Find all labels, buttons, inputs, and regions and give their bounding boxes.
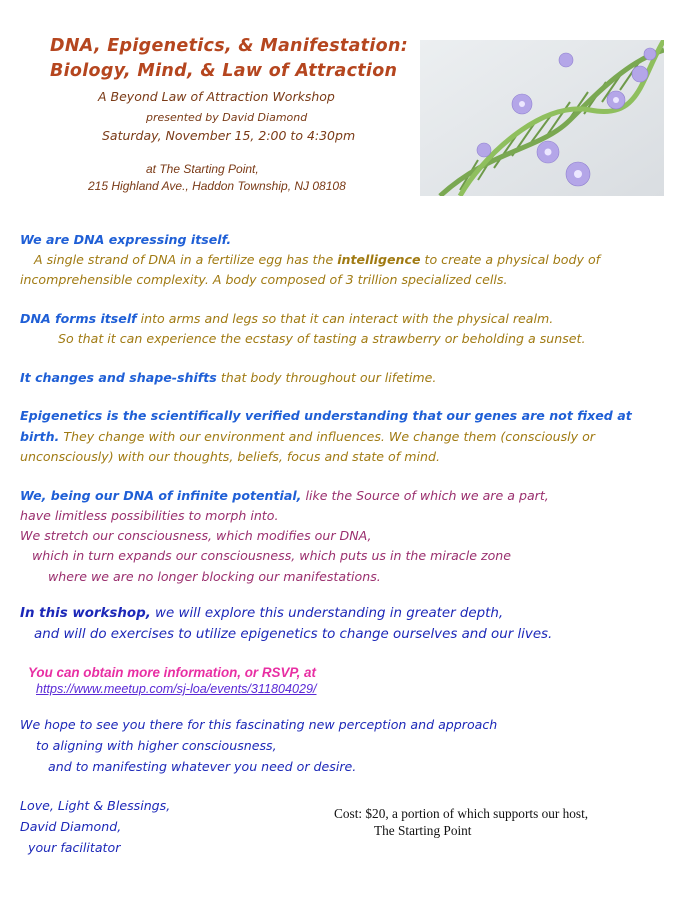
closing-line-2: to aligning with higher consciousness, — [36, 738, 277, 753]
p1-line-2: incomprehensible complexity. A body composed of 3 trillion specialized cells. — [20, 272, 508, 287]
p4-line-1: Epigenetics is the scientifically verified understanding that our genes are not fixed at — [20, 408, 632, 423]
title-line-2: Biology, Mind, & Law of Attraction — [50, 61, 398, 81]
signature-line-3: your facilitator — [28, 840, 121, 855]
closing-line-1: We hope to see you there for this fascinating new perception and approach — [20, 717, 498, 732]
venue-line-1: at The Starting Point, — [146, 162, 259, 176]
p4-line-2: birth. They change with our environment and influences. We change them (consciously or — [20, 429, 595, 444]
presenter-line: presented by David Diamond — [146, 111, 308, 124]
p6-line-1: In this workshop, we will explore this understanding in greater depth, — [20, 606, 504, 621]
p3-line: It changes and shape-shifts that body throughout our lifetime. — [20, 370, 437, 385]
p5-line-4: which in turn expands our consciousness, which puts us in the miracle zone — [32, 548, 512, 563]
meetup-rsvp-link[interactable]: https://www.meetup.com/sj-loa/events/311804029/ — [36, 682, 317, 696]
p1-heading: We are DNA expressing itself. — [20, 232, 232, 247]
cost-line-1: Cost: $20, a portion of which supports our host, — [334, 806, 589, 821]
p2-line-2: So that it can experience the ecstasy of tasting a strawberry or beholding a sunset. — [58, 331, 586, 346]
closing-line-3: and to manifesting whatever you need or desire. — [48, 759, 357, 774]
p5-line-3: We stretch our consciousness, which modifies our DNA, — [20, 528, 372, 543]
dna-flower-photo — [420, 40, 664, 196]
p1-line-1: A single strand of DNA in a fertilize egg has the intelligence to create a physical body of — [34, 252, 601, 267]
workshop-subtitle: A Beyond Law of Attraction Workshop — [98, 89, 335, 104]
signature-line-1: Love, Light & Blessings, — [20, 798, 171, 813]
p5-line-5: where we are no longer blocking our manifestations. — [48, 569, 381, 584]
p2-line-1: DNA forms itself into arms and legs so that it can interact with the physical realm. — [20, 311, 554, 326]
venue-line-2: 215 Highland Ave., Haddon Township, NJ 08108 — [88, 179, 346, 193]
p6-line-2: and will do exercises to utilize epigenetics to change ourselves and our lives. — [34, 627, 553, 642]
event-date: Saturday, November 15, 2:00 to 4:30pm — [102, 128, 356, 143]
signature-line-2: David Diamond, — [20, 819, 122, 834]
p5-line-2: have limitless possibilities to morph into. — [20, 508, 279, 523]
p4-line-3: unconsciously) with our thoughts, beliefs, focus and state of mind. — [20, 449, 440, 464]
cost-line-2: The Starting Point — [374, 823, 472, 838]
title-line-1: DNA, Epigenetics, & Manifestation: — [50, 36, 409, 56]
p5-line-1: We, being our DNA of infinite potential, like the Source of which we are a part, — [20, 488, 549, 503]
rsvp-text: You can obtain more information, or RSVP, at — [28, 665, 316, 680]
